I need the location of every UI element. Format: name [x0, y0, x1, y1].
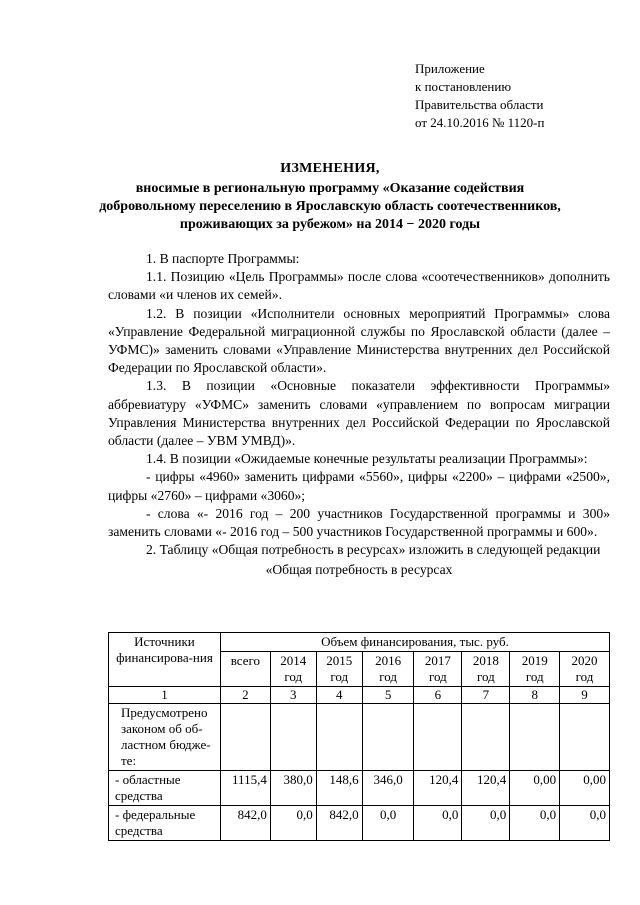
year: 2019 — [521, 653, 548, 668]
title-line: добровольному переселению в Ярославскую область соотечественников, — [99, 199, 561, 214]
year: 2016 — [375, 653, 402, 668]
paragraph: 1.2. В позиции «Исполнители основных мероприятий Программы» слова «Управление Федеральной миграционной службы по Ярославской области (далее – УФМС)» заменить словами «Управление Министерства внутренних дел Российской Федерации по Ярославской области». — [108, 305, 610, 376]
empty-cell — [316, 704, 362, 771]
table-caption: «Общая потребность в ресурсах — [265, 562, 453, 578]
value-cell: 0,00 — [510, 771, 560, 806]
table-header-row — [109, 633, 610, 652]
value-cell: 0,0 — [462, 806, 510, 841]
value-cell: 842,0 — [220, 806, 270, 841]
table-row — [109, 806, 610, 841]
header-year — [316, 652, 362, 687]
value-cell: 0,00 — [560, 771, 610, 806]
header-year — [510, 652, 560, 687]
paragraph: 1.4. В позиции «Ожидаемые конечные результаты реализации Программы»: — [146, 451, 588, 467]
appendix-line: к постановлению — [415, 79, 512, 94]
value-cell: 0,0 — [414, 806, 462, 841]
row-label: - областные средства — [109, 771, 221, 806]
title-line: проживающих за рубежом» на 2014 − 2020 годы — [179, 217, 481, 232]
year-word: год — [525, 669, 544, 684]
empty-cell — [220, 704, 270, 771]
empty-cell — [362, 704, 414, 771]
document-title — [80, 160, 580, 234]
column-number: 3 — [270, 687, 316, 704]
row-label: - федеральные средства — [109, 806, 221, 841]
header-year — [462, 652, 510, 687]
empty-cell — [270, 704, 316, 771]
paragraph: 1.3. В позиции «Основные показатели эффективности Программы» аббревиатуру «УФМС» заменить словами «управлением по вопросам миграции Управления Министерства внутренних дел Российской Федерации по Ярославской области (далее – УВМ УМВД)». — [108, 378, 610, 449]
paragraph: - цифры «4960» заменить цифрами «5560», цифры «2200» – цифрами «2500», цифры «2760» – цифрами «3060»; — [108, 469, 610, 503]
column-number: 1 — [109, 687, 221, 704]
value-cell: 346,0 — [362, 771, 414, 806]
section-label: Предусмотрено законом об об-ластном бюдже-те: — [109, 704, 221, 771]
appendix-note — [415, 60, 544, 132]
year-word: год — [476, 669, 495, 684]
value-cell: 0,0 — [270, 806, 316, 841]
header-total: всего — [220, 652, 270, 687]
value-cell: 380,0 — [270, 771, 316, 806]
value-cell: 0,0 — [362, 806, 414, 841]
appendix-date-number: от 24.10.2016 № 1120-п — [415, 115, 545, 130]
table-row — [109, 771, 610, 806]
header-year — [560, 652, 610, 687]
value-cell: 0,0 — [560, 806, 610, 841]
header-source: Источники финансирова-ния — [109, 633, 221, 687]
empty-cell — [560, 704, 610, 771]
year-word: год — [330, 669, 349, 684]
column-number: 8 — [510, 687, 560, 704]
value-cell: 148,6 — [316, 771, 362, 806]
title-line: вносимые в региональную программу «Оказание содействия — [135, 181, 525, 196]
year: 2014 — [280, 653, 307, 668]
column-number: 4 — [316, 687, 362, 704]
column-number: 2 — [220, 687, 270, 704]
column-number: 5 — [362, 687, 414, 704]
column-number: 9 — [560, 687, 610, 704]
year-word: год — [575, 669, 594, 684]
header-year — [270, 652, 316, 687]
year: 2017 — [424, 653, 451, 668]
paragraph: 1. В паспорте Программы: — [146, 251, 300, 266]
table-section-row — [109, 704, 610, 771]
empty-cell — [414, 704, 462, 771]
value-cell: 120,4 — [414, 771, 462, 806]
value-cell: 0,0 — [510, 806, 560, 841]
header-volume: Объем финансирования, тыс. руб. — [220, 633, 609, 652]
empty-cell — [510, 704, 560, 771]
year-word: год — [284, 669, 303, 684]
paragraph: - слова «- 2016 год – 200 участников Государственной программы и 300» заменить словами «- 2016 год – 500 участников Государственной программы и 600». — [108, 505, 610, 540]
year: 2020 — [571, 653, 598, 668]
appendix-line: Правительства области — [415, 97, 544, 112]
year: 2018 — [472, 653, 499, 668]
paragraph: 2. Таблицу «Общая потребность в ресурсах» изложить в следующей редакции — [146, 542, 601, 558]
financing-table — [108, 632, 610, 841]
column-number: 6 — [414, 687, 462, 704]
header-year — [362, 652, 414, 687]
empty-cell — [462, 704, 510, 771]
appendix-line: Приложение — [415, 61, 485, 76]
column-number-row — [109, 687, 610, 704]
document-body — [108, 250, 610, 580]
paragraph: 1.1. Позицию «Цель Программы» после слова «соотечественников» дополнить словами «и членов их семей». — [108, 269, 610, 303]
value-cell: 842,0 — [316, 806, 362, 841]
year-word: год — [379, 669, 397, 684]
year-word: год — [429, 669, 447, 684]
header-year — [414, 652, 462, 687]
year: 2015 — [326, 653, 353, 668]
value-cell: 120,4 — [462, 771, 510, 806]
value-cell: 1115,4 — [220, 771, 270, 806]
column-number: 7 — [462, 687, 510, 704]
title-heading: ИЗМЕНЕНИЯ, — [280, 161, 380, 176]
